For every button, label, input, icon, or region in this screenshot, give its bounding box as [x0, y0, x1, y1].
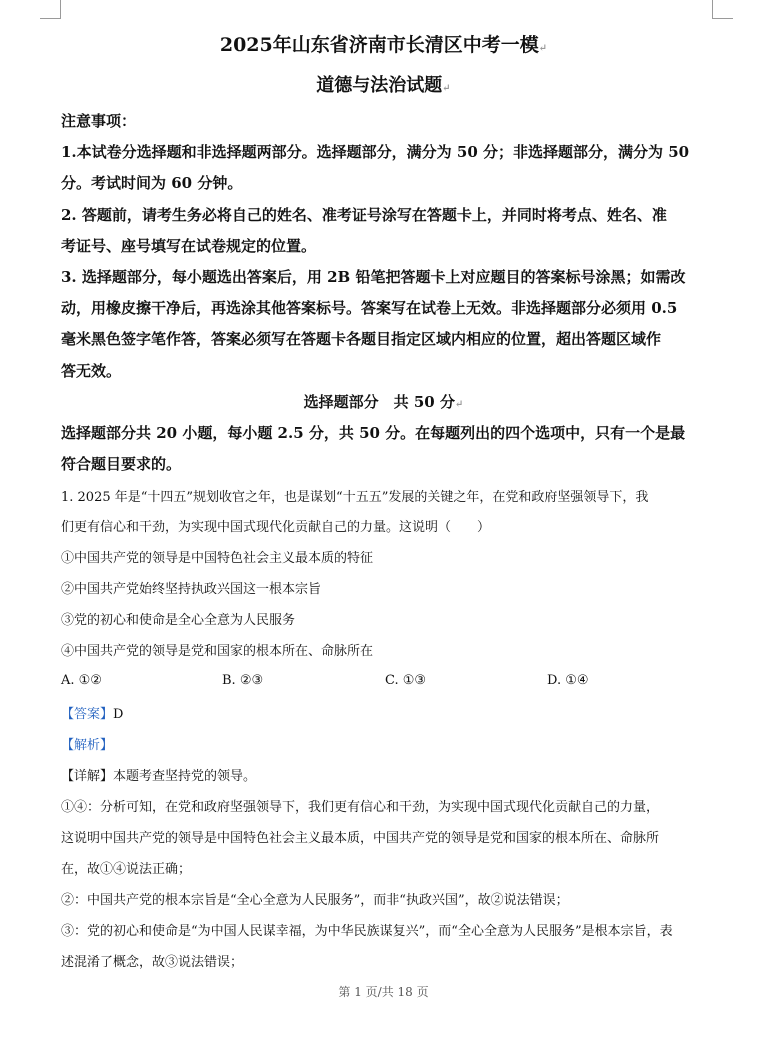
page-footer: 第 1 页/共 18 页 — [338, 985, 429, 999]
explanation-line: 述混淆了概念，故③说法错误； — [61, 955, 244, 970]
option-a: A. ①② — [61, 673, 102, 688]
notice-line: 考证号、座号填写在试卷规定的位置。 — [61, 237, 317, 255]
question-stem: 1. 2025 年是“十四五”规划收官之年，也是谋划“十五五”发展的关键之年，在党和政府坚强领导下，我 — [61, 490, 649, 505]
margin-corner-mark — [712, 0, 733, 19]
section-title: 选择题部分 共 50 分↵ — [303, 393, 464, 411]
notice-line: 2. 答题前，请考生务必将自己的姓名、准考证号涂写在答题卡上，并同时将考点、姓名、准 — [61, 206, 667, 224]
notice-line: 1.本试卷分选择题和非选择题两部分。选择题部分，满分为 50 分；非选择题部分，满分为 50 — [61, 143, 690, 161]
answer-tag: 【答案】 — [61, 707, 114, 722]
notice-line: 分。考试时间为 60 分钟。 — [61, 174, 243, 192]
document-subtitle: 道德与法治试题↵ — [316, 75, 451, 96]
explanation-line: ②：中国共产党的根本宗旨是“全心全意为人民服务”，而非“执政兴国”，故②说法错误； — [61, 893, 569, 908]
option-b: B. ②③ — [222, 673, 264, 688]
option-c: C. ①③ — [385, 673, 427, 688]
statement-item: ②中国共产党始终坚持执政兴国这一根本宗旨 — [61, 582, 322, 597]
document-title: 2025年山东省济南市长清区中考一模↵ — [219, 34, 548, 56]
explanation-line: ③：党的初心和使命是“为中国人民谋幸福，为中华民族谋复兴”，而“全心全意为人民服务”是根本宗旨，表 — [61, 924, 673, 939]
option-d: D. ①④ — [547, 673, 589, 688]
statement-item: ④中国共产党的领导是党和国家的根本所在、命脉所在 — [61, 644, 374, 659]
notice-heading: 注意事项： — [61, 112, 137, 130]
notice-line: 3. 选择题部分，每小题选出答案后，用 2B 铅笔把答题卡上对应题目的答案标号涂黑；如需改 — [61, 268, 686, 286]
explanation-line: 在，故①④说法正确； — [61, 862, 192, 877]
detail-line: 【详解】本题考查坚持党的领导。 — [61, 769, 257, 784]
statement-item: ③党的初心和使命是全心全意为人民服务 — [61, 613, 296, 628]
notice-line: 答无效。 — [61, 362, 122, 380]
explanation-line: ①④：分析可知，在党和政府坚强领导下，我们更有信心和干劲，为实现中国式现代化贡献自己的力量， — [61, 800, 660, 815]
margin-corner-mark — [40, 0, 61, 19]
explanation-line: 这说明中国共产党的领导是中国特色社会主义最本质，中国共产党的领导是党和国家的根本所在、命脉所 — [61, 831, 660, 846]
answer-value: D — [113, 707, 124, 722]
notice-line: 动，用橡皮擦干净后，再选涂其他答案标号。答案写在试卷上无效。非选择题部分必须用 0.5 — [61, 299, 678, 317]
section-intro: 符合题目要求的。 — [61, 455, 182, 473]
answer-line — [61, 703, 123, 722]
analysis-tag: 【解析】 — [61, 738, 114, 753]
section-intro: 选择题部分共 20 小题，每小题 2.5 分，共 50 分。在每题列出的四个选项中，只有一个是最 — [61, 424, 686, 442]
question-stem: 们更有信心和干劲，为实现中国式现代化贡献自己的力量。这说明（ ） — [61, 520, 491, 535]
statement-item: ①中国共产党的领导是中国特色社会主义最本质的特征 — [61, 551, 374, 566]
notice-line: 毫米黑色签字笔作答，答案必须写在答题卡各题目指定区域内相应的位置，超出答题区域作 — [61, 330, 662, 348]
